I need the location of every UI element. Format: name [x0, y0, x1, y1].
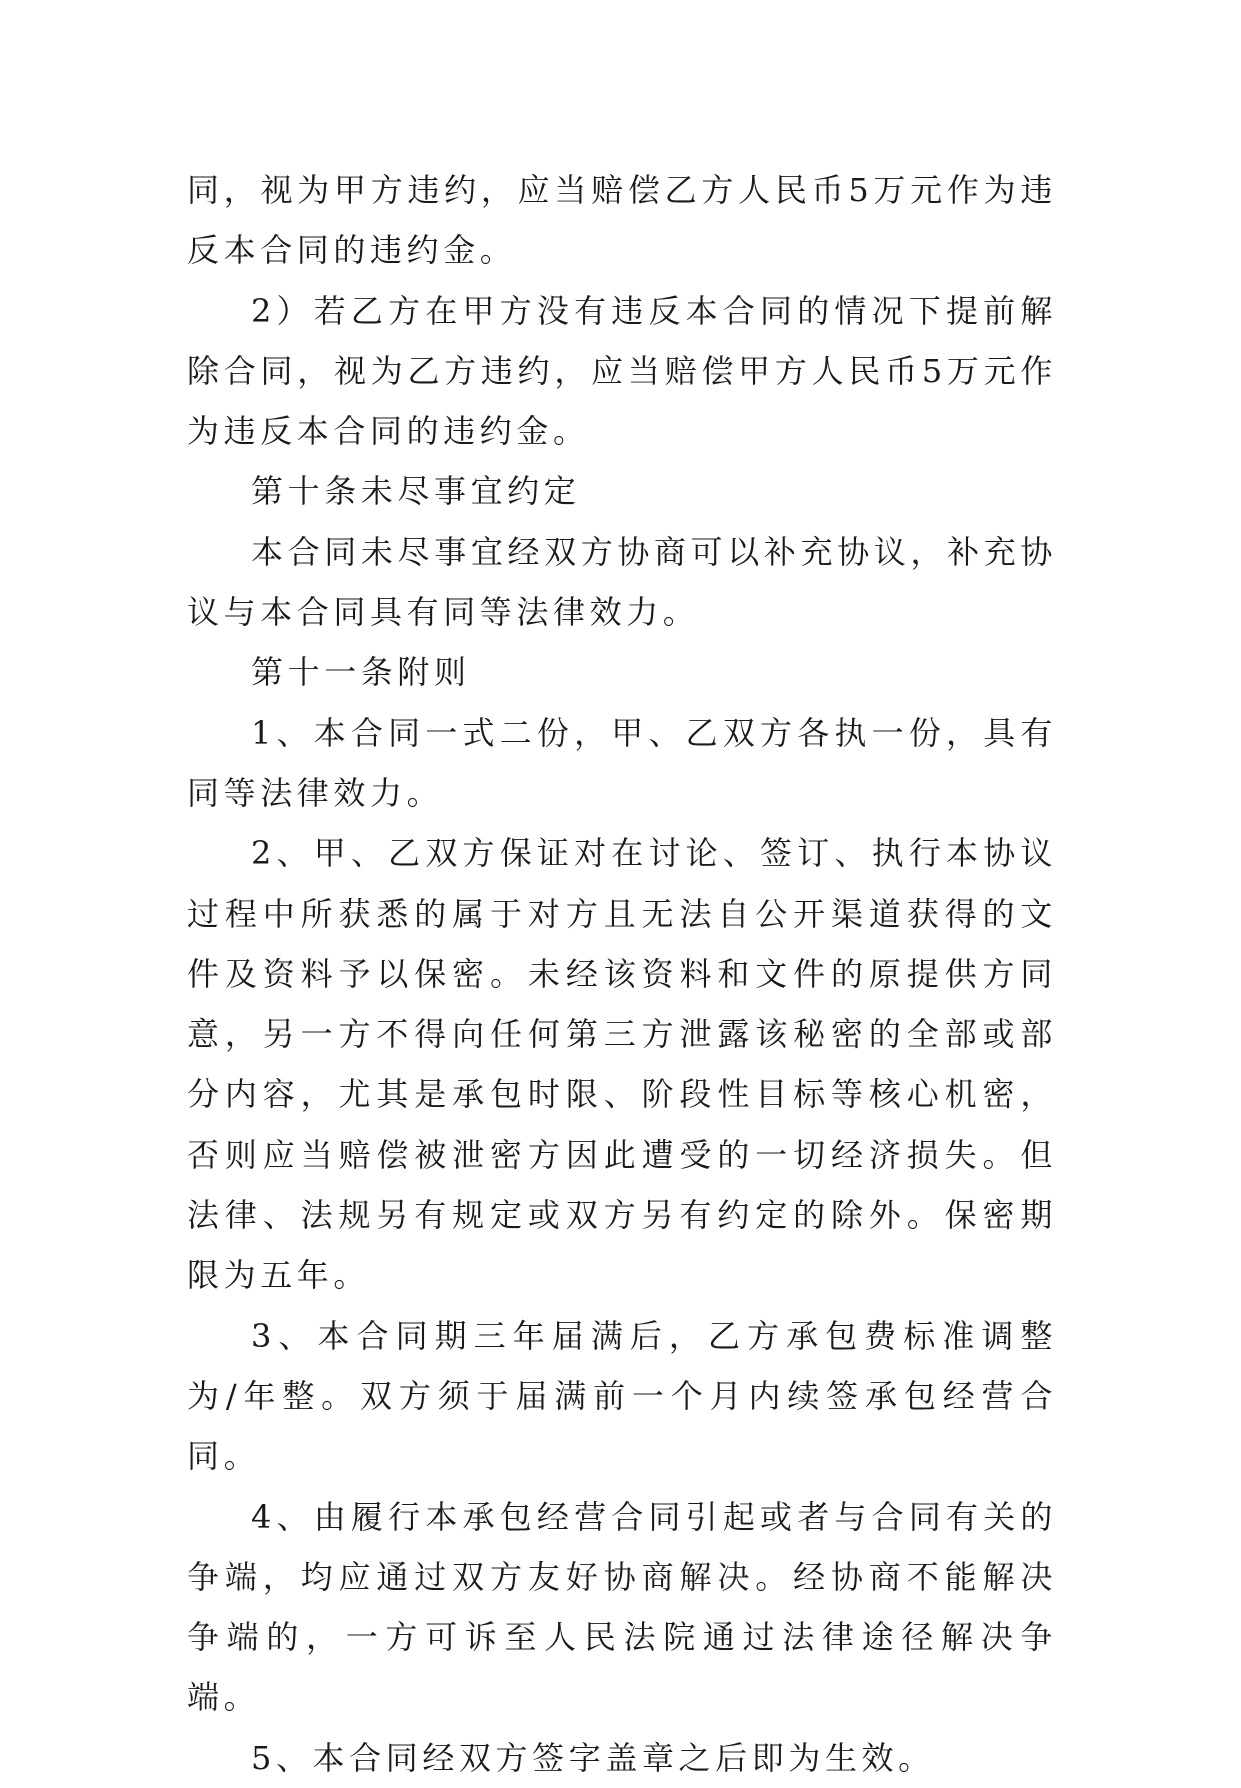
paragraph-penalty-party-b: 2）若乙方在甲方没有违反本合同的情况下提前解除合同，视为乙方违约，应当赔偿甲方人民币5万元作为违反本合同的违约金。	[187, 291, 1057, 451]
article-10-heading: 第十条未尽事宜约定	[251, 472, 581, 511]
clause-5-effective: 5、本合同经双方签字盖章之后即为生效。	[251, 1738, 935, 1777]
clause-2-confidentiality: 2、甲、乙双方保证对在讨论、签订、执行本协议过程中所获悉的属于对方且无法自公开渠道获得的文件及资料予以保密。未经该资料和文件的原提供方同意，另一方不得向任何第三方泄露该秘密的全部或部分内容，尤其是承包时限、阶段性目标等核心机密，否则应当赔偿被泄密方因此遭受的一切经济损失。但法律、法规另有规定或双方另有约定的除外。保密期限为五年。	[187, 834, 1057, 1295]
document-body	[187, 160, 1057, 1788]
clause-4-disputes: 4、由履行本承包经营合同引起或者与合同有关的争端，均应通过双方友好协商解决。经协商不能解决争端的，一方可诉至人民法院通过法律途径解决争端。	[187, 1497, 1057, 1717]
paragraph-unresolved-matters: 本合同未尽事宜经双方协商可以补充协议，补充协议与本合同具有同等法律效力。	[187, 532, 1057, 632]
article-11-heading: 第十一条附则	[251, 653, 471, 692]
clause-1-copies: 1、本合同一式二份，甲、乙双方各执一份，具有同等法律效力。	[187, 713, 1057, 812]
clause-3-renewal: 3、本合同期三年届满后，乙方承包费标准调整为/年整。双方须于届满前一个月内续签承包经营合同。	[187, 1316, 1057, 1476]
paragraph-penalty-party-a-continued: 同，视为甲方违约，应当赔偿乙方人民币5万元作为违反本合同的违约金。	[187, 171, 1057, 270]
